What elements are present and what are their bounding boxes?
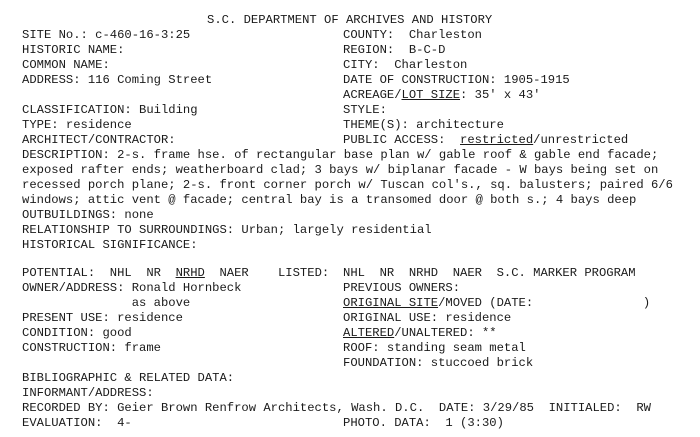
evaluation: EVALUATION: 4- [22, 416, 132, 430]
owner-address: OWNER/ADDRESS: Ronald Hornbeck [22, 281, 242, 295]
present-use: PRESENT USE: residence [22, 311, 183, 325]
acreage-value: : 35' x 43' [460, 88, 541, 102]
foundation: FOUNDATION: stuccoed brick [343, 356, 534, 370]
unaltered-label: /UNALTERED: ** [394, 326, 497, 340]
site-number: SITE No.: c-460-16-3:25 [22, 28, 191, 42]
altered-unaltered [343, 326, 497, 340]
moved-date: /MOVED (DATE: ) [438, 296, 651, 310]
description-line-4: windows; attic vent @ facade; central bay is a transomed door @ both s.; 4 bays deep [22, 193, 637, 207]
listed-options: NHL NR NRHD NAER S.C. MARKER PROGRAM [343, 266, 636, 280]
date-of-construction: DATE OF CONSTRUCTION: 1905-1915 [343, 73, 570, 87]
county: COUNTY: Charleston [343, 28, 482, 42]
altered-label: ALTERED [343, 326, 395, 340]
previous-owners: PREVIOUS OWNERS: [343, 281, 461, 295]
recorded-by: RECORDED BY: Geier Brown Renfrow Architects, Wash. D.C. DATE: 3/29/85 INITIALED: RW [22, 401, 651, 415]
style: STYLE: [343, 103, 387, 117]
description-line-1: DESCRIPTION: 2-s. frame hse. of rectangular base plan w/ gable roof & gable end facade; [22, 148, 659, 162]
potential-nrhd: NRHD [175, 266, 205, 280]
common-name: COMMON NAME: [22, 58, 110, 72]
city: CITY: Charleston [343, 58, 468, 72]
photo-data: PHOTO. DATA: 1 (3:30) [343, 416, 504, 430]
acreage-lot-size [343, 88, 540, 102]
description-line-3: recessed porch plane; 2-s. front corner porch w/ Tuscan col's., sq. balusters; paired 6/6 [22, 178, 673, 192]
potential-suffix: NAER LISTED: [204, 266, 330, 280]
classification: CLASSIFICATION: Building [22, 103, 198, 117]
public-access-label: PUBLIC ACCESS: [343, 133, 461, 147]
relationship-to-surroundings: RELATIONSHIP TO SURROUNDINGS: Urban; largely residential [22, 223, 432, 237]
historic-name: HISTORIC NAME: [22, 43, 125, 57]
outbuildings: OUTBUILDINGS: none [22, 208, 154, 222]
original-use: ORIGINAL USE: residence [343, 311, 512, 325]
themes: THEME(S): architecture [343, 118, 504, 132]
original-site-label: ORIGINAL SITE [343, 296, 439, 310]
address: ADDRESS: 116 Coming Street [22, 73, 213, 87]
historical-significance: HISTORICAL SIGNIFICANCE: [22, 238, 198, 252]
owner-address-cont: as above [22, 296, 191, 310]
condition: CONDITION: good [22, 326, 132, 340]
acreage-label: ACREAGE/ [343, 88, 402, 102]
public-access-restricted: restricted [460, 133, 534, 147]
bibliographic-data: BIBLIOGRAPHIC & RELATED DATA: [22, 371, 235, 385]
potential [22, 266, 329, 280]
form-header: S.C. DEPARTMENT OF ARCHIVES AND HISTORY [207, 13, 493, 27]
architect-contractor: ARCHITECT/CONTRACTOR: [22, 133, 176, 147]
lot-size-label: LOT SIZE [401, 88, 461, 102]
public-access [343, 133, 628, 147]
informant-address: INFORMANT/ADDRESS: [22, 386, 154, 400]
description-line-2: exposed rafter ends; weatherboard clad; 3 bays w/ biplanar facade - W bays being set on [22, 163, 659, 177]
roof: ROOF: standing seam metal [343, 341, 526, 355]
original-site-moved [343, 296, 650, 310]
type: TYPE: residence [22, 118, 132, 132]
potential-prefix: POTENTIAL: NHL NR [22, 266, 176, 280]
construction: CONSTRUCTION: frame [22, 341, 161, 355]
public-access-unrestricted: /unrestricted [533, 133, 629, 147]
region: REGION: B-C-D [343, 43, 446, 57]
